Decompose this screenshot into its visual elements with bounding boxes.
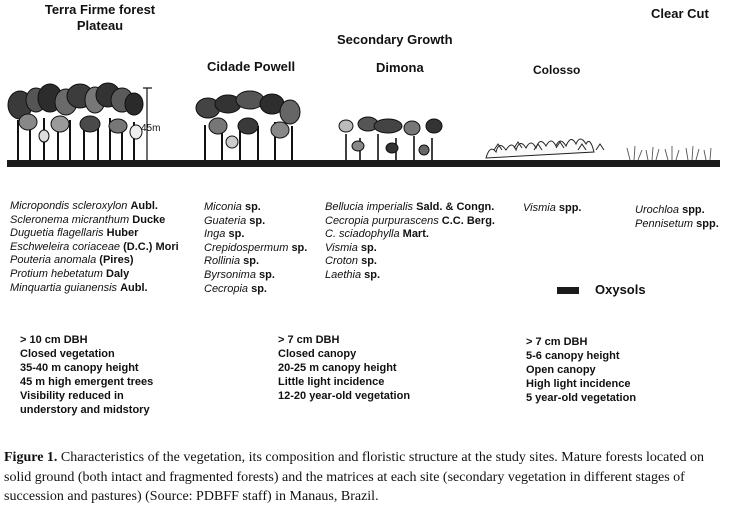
mature-forest-notes xyxy=(20,333,153,417)
dimona-tree-illustration xyxy=(339,117,442,160)
species-entry: Rollinia sp. xyxy=(204,255,260,268)
cidade-powell-tree-illustration xyxy=(196,91,300,160)
species-entry: Duguetia flagellaris Huber xyxy=(10,227,139,240)
note-line: > 7 cm DBH xyxy=(278,334,340,346)
species-entry: Byrsonima sp. xyxy=(204,268,275,281)
legend-oxysols-swatch xyxy=(557,287,579,294)
note-line: Closed canopy xyxy=(278,348,357,360)
note-line: High light incidence xyxy=(526,378,631,390)
species-entry: Scleronema micranthum Ducke xyxy=(10,213,166,226)
note-line: 5 year-old vegetation xyxy=(526,392,637,404)
note-line: > 10 cm DBH xyxy=(20,334,88,346)
terra-firme-species-list xyxy=(10,200,179,295)
note-line: 45 m high emergent trees xyxy=(20,376,154,388)
dimona-species-list xyxy=(325,201,495,283)
terra-firme-tree-illustration xyxy=(8,83,143,160)
note-line: Visibility reduced in xyxy=(20,390,124,402)
species-entry: Bellucia imperialis Sald. & Congn. xyxy=(325,201,495,213)
figure-caption-label: Figure 1. xyxy=(4,450,58,465)
species-entry: Crepidospermum sp. xyxy=(204,241,308,254)
note-line: 12-20 year-old vegetation xyxy=(278,390,411,402)
clear-cut-notes xyxy=(526,335,636,405)
species-entry: Cecropia purpurascens C.C. Berg. xyxy=(325,214,495,227)
note-line: Little light incidence xyxy=(278,376,385,388)
vegetation-profile-drawing xyxy=(0,0,730,170)
clear-cut-grass-illustration xyxy=(627,146,711,160)
secondary-growth-notes xyxy=(278,333,410,403)
header-clear-cut: Clear Cut xyxy=(651,6,709,21)
species-entry: Micropondis scleroxylon Aubl. xyxy=(10,200,158,212)
species-entry: Guateria sp. xyxy=(204,214,266,227)
note-line: > 7 cm DBH xyxy=(526,336,588,348)
species-entry: Eschweleira coriaceae (D.C.) Mori xyxy=(10,240,179,253)
note-line: Closed vegetation xyxy=(20,348,115,360)
note-line: Open canopy xyxy=(526,364,596,376)
note-line: 35-40 m canopy height xyxy=(20,362,139,374)
species-entry: Pennisetum spp. xyxy=(635,217,719,230)
species-entry: Croton sp. xyxy=(325,255,377,268)
height-label: 45m xyxy=(141,123,161,134)
species-entry: Inga sp. xyxy=(204,228,245,241)
species-entry: Cecropia sp. xyxy=(204,282,267,295)
species-entry: Minquartia guianensis Aubl. xyxy=(10,281,148,294)
header-terra-firme: Terra Firme forest Plateau xyxy=(44,2,156,33)
species-entry: Vismia sp. xyxy=(325,241,377,254)
species-entry: Pouteria anomala (Pires) xyxy=(10,254,134,267)
note-line: 5-6 canopy height xyxy=(526,350,620,362)
note-line: understory and midstory xyxy=(20,404,150,416)
header-colosso: Colosso xyxy=(533,63,581,77)
figure-caption xyxy=(4,448,720,507)
header-cidade-powell: Cidade Powell xyxy=(207,59,296,74)
figure-caption-text: Characteristics of the vegetation, its composition and floristic structure at the study sites. Mature forests located on solid ground (both intact and fragmented forests) and the matrices at each site (secondary vegetation in different stages of succession and pastures) (Source: PDBFF staff) in Manaus, Brazil. xyxy=(4,450,704,504)
header-secondary-growth: Secondary Growth xyxy=(337,32,453,47)
colosso-shrub-illustration xyxy=(486,139,604,158)
species-entry: Laethia sp. xyxy=(325,268,381,281)
colosso-species-list xyxy=(523,202,582,216)
species-entry: Miconia sp. xyxy=(204,201,261,213)
clear-cut-species-list xyxy=(635,204,719,231)
species-entry: Urochloa spp. xyxy=(635,204,705,216)
note-line: 20-25 m canopy height xyxy=(278,362,397,374)
legend-oxysols-label: Oxysols xyxy=(595,282,646,297)
species-entry: Protium hebetatum Daly xyxy=(10,267,130,280)
header-dimona: Dimona xyxy=(376,60,424,75)
species-entry: C. sciadophylla Mart. xyxy=(325,228,429,241)
species-entry: Vismia spp. xyxy=(523,202,582,214)
ground-oxysols-band xyxy=(7,160,720,167)
cidade-powell-species-list xyxy=(204,201,307,296)
